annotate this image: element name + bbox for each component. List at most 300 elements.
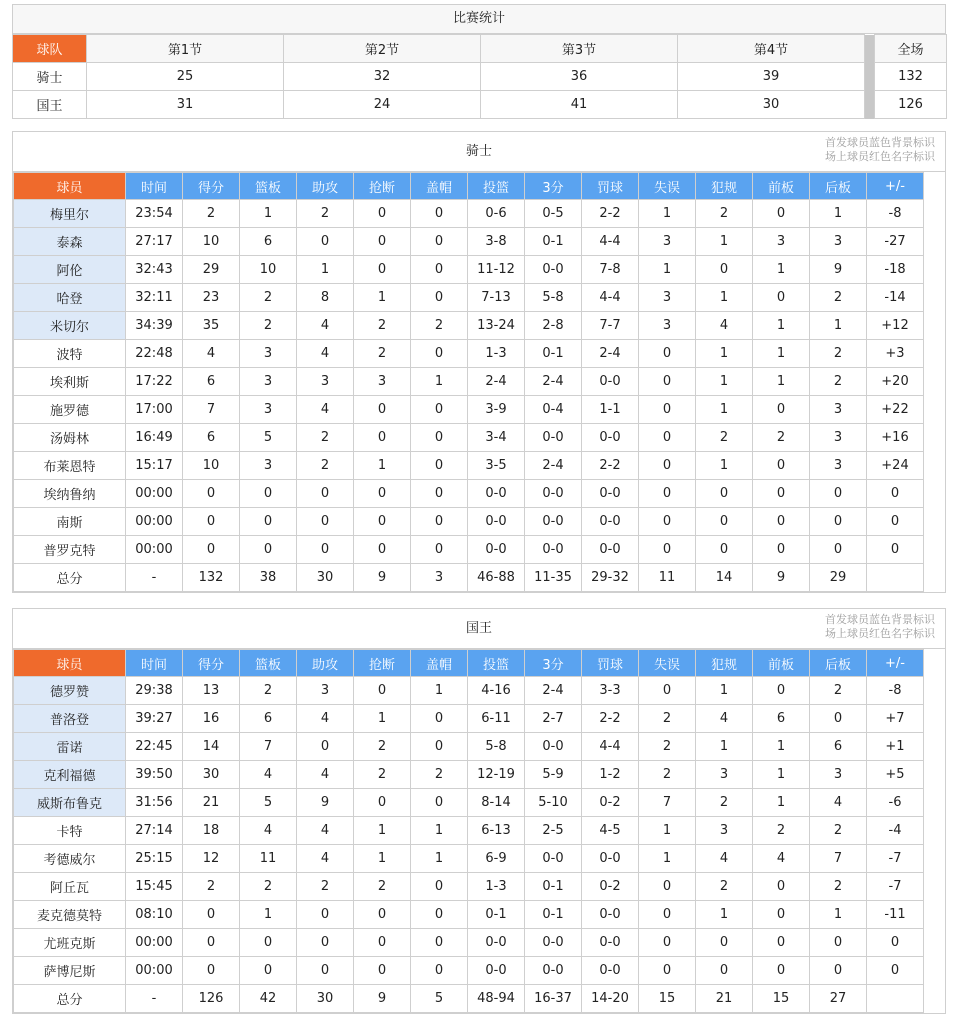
player-name: 汤姆林 xyxy=(14,424,126,452)
stat-assists: 4 xyxy=(297,396,354,424)
q1-score: 31 xyxy=(87,91,284,119)
total-assists: 30 xyxy=(297,985,354,1013)
stat-turnovers: 3 xyxy=(639,228,696,256)
stat-turnovers: 0 xyxy=(639,929,696,957)
stat-blocks: 0 xyxy=(411,929,468,957)
stat-off-reb: 3 xyxy=(753,228,810,256)
stat-fouls: 1 xyxy=(696,228,753,256)
stat-fouls: 0 xyxy=(696,536,753,564)
stat-plus-minus: -7 xyxy=(867,873,924,901)
stat-fouls: 2 xyxy=(696,424,753,452)
player-row xyxy=(14,452,924,480)
q2-score: 32 xyxy=(284,63,481,91)
stat-rebounds: 0 xyxy=(240,480,297,508)
stat-fouls: 1 xyxy=(696,733,753,761)
player-name: 克利福德 xyxy=(14,761,126,789)
stat-ft: 3-3 xyxy=(582,677,639,705)
stat-fg: 0-0 xyxy=(468,929,525,957)
total-off-reb: 15 xyxy=(753,985,810,1013)
player-name: 麦克德莫特 xyxy=(14,901,126,929)
stat-blocks: 0 xyxy=(411,228,468,256)
stat-assists: 0 xyxy=(297,480,354,508)
plus-minus-header: +/- xyxy=(867,650,924,677)
player-name: 梅里尔 xyxy=(14,200,126,228)
stat-three-pt: 0-0 xyxy=(525,256,582,284)
stat-turnovers: 0 xyxy=(639,677,696,705)
stat-three-pt: 0-4 xyxy=(525,396,582,424)
def-reb-header: 后板 xyxy=(810,173,867,200)
stat-blocks: 0 xyxy=(411,256,468,284)
stat-blocks: 0 xyxy=(411,901,468,929)
stat-fg: 6-9 xyxy=(468,845,525,873)
fouls-header: 犯规 xyxy=(696,173,753,200)
q2-header: 第2节 xyxy=(284,35,481,63)
stat-ft: 0-0 xyxy=(582,536,639,564)
stat-blocks: 0 xyxy=(411,873,468,901)
total-assists: 30 xyxy=(297,564,354,592)
stat-off-reb: 0 xyxy=(753,200,810,228)
stat-turnovers: 0 xyxy=(639,480,696,508)
stat-assists: 3 xyxy=(297,368,354,396)
stat-time: 27:17 xyxy=(126,228,183,256)
stat-turnovers: 1 xyxy=(639,200,696,228)
steals-header: 抢断 xyxy=(354,650,411,677)
stat-header-row xyxy=(14,173,924,200)
stat-blocks: 2 xyxy=(411,761,468,789)
q3-score: 36 xyxy=(481,63,678,91)
stat-assists: 4 xyxy=(297,705,354,733)
stat-ft: 0-0 xyxy=(582,424,639,452)
stat-plus-minus: 0 xyxy=(867,508,924,536)
stat-turnovers: 0 xyxy=(639,424,696,452)
stat-rebounds: 0 xyxy=(240,929,297,957)
stat-plus-minus: 0 xyxy=(867,929,924,957)
player-row xyxy=(14,340,924,368)
stat-blocks: 0 xyxy=(411,340,468,368)
stat-fouls: 3 xyxy=(696,817,753,845)
stat-def-reb: 7 xyxy=(810,845,867,873)
player-name: 施罗德 xyxy=(14,396,126,424)
stat-time: 29:38 xyxy=(126,677,183,705)
player-name: 米切尔 xyxy=(14,312,126,340)
stat-points: 0 xyxy=(183,480,240,508)
stat-fg: 7-13 xyxy=(468,284,525,312)
stat-off-reb: 1 xyxy=(753,733,810,761)
stat-rebounds: 3 xyxy=(240,368,297,396)
stat-plus-minus: +3 xyxy=(867,340,924,368)
player-name: 普罗克特 xyxy=(14,536,126,564)
stat-rebounds: 1 xyxy=(240,901,297,929)
stat-points: 35 xyxy=(183,312,240,340)
stat-blocks: 0 xyxy=(411,424,468,452)
stat-three-pt: 5-8 xyxy=(525,284,582,312)
column-gap xyxy=(865,91,875,119)
player-name: 普洛登 xyxy=(14,705,126,733)
stat-steals: 2 xyxy=(354,312,411,340)
blocks-header: 盖帽 xyxy=(411,173,468,200)
stat-turnovers: 0 xyxy=(639,508,696,536)
stat-assists: 0 xyxy=(297,508,354,536)
player-row xyxy=(14,789,924,817)
stat-blocks: 0 xyxy=(411,508,468,536)
stat-time: 32:11 xyxy=(126,284,183,312)
legend-note xyxy=(825,136,935,164)
rebounds-header: 篮板 xyxy=(240,173,297,200)
stat-assists: 4 xyxy=(297,761,354,789)
player-row xyxy=(14,480,924,508)
stat-blocks: 0 xyxy=(411,705,468,733)
def-reb-header: 后板 xyxy=(810,650,867,677)
stat-fg: 12-19 xyxy=(468,761,525,789)
player-name: 泰森 xyxy=(14,228,126,256)
stat-rebounds: 5 xyxy=(240,789,297,817)
total-score: 132 xyxy=(875,63,947,91)
stat-fouls: 4 xyxy=(696,705,753,733)
stat-def-reb: 0 xyxy=(810,705,867,733)
stat-assists: 0 xyxy=(297,957,354,985)
stat-time: 00:00 xyxy=(126,536,183,564)
stat-rebounds: 3 xyxy=(240,396,297,424)
stat-time: 08:10 xyxy=(126,901,183,929)
stat-fg: 6-11 xyxy=(468,705,525,733)
stat-assists: 4 xyxy=(297,845,354,873)
stat-fouls: 2 xyxy=(696,873,753,901)
player-row xyxy=(14,929,924,957)
stat-steals: 0 xyxy=(354,424,411,452)
stat-ft: 1-1 xyxy=(582,396,639,424)
stat-points: 30 xyxy=(183,761,240,789)
stat-rebounds: 0 xyxy=(240,508,297,536)
stat-plus-minus: -8 xyxy=(867,200,924,228)
stat-fg: 8-14 xyxy=(468,789,525,817)
stat-ft: 0-0 xyxy=(582,480,639,508)
q4-score: 39 xyxy=(678,63,865,91)
stat-def-reb: 0 xyxy=(810,957,867,985)
player-row xyxy=(14,368,924,396)
stat-steals: 0 xyxy=(354,228,411,256)
player-row xyxy=(14,200,924,228)
stat-turnovers: 0 xyxy=(639,396,696,424)
stat-off-reb: 0 xyxy=(753,873,810,901)
total-blocks: 3 xyxy=(411,564,468,592)
total-score: 126 xyxy=(875,91,947,119)
stat-assists: 9 xyxy=(297,789,354,817)
stat-fg: 4-16 xyxy=(468,677,525,705)
stat-assists: 4 xyxy=(297,817,354,845)
stat-ft: 4-4 xyxy=(582,284,639,312)
stat-blocks: 0 xyxy=(411,200,468,228)
quarter-score-table xyxy=(12,34,947,119)
stat-time: 00:00 xyxy=(126,480,183,508)
total-steals: 9 xyxy=(354,985,411,1013)
stat-fouls: 3 xyxy=(696,761,753,789)
stat-turnovers: 3 xyxy=(639,284,696,312)
stat-three-pt: 2-4 xyxy=(525,452,582,480)
stat-off-reb: 0 xyxy=(753,957,810,985)
stat-fg: 3-4 xyxy=(468,424,525,452)
stat-def-reb: 2 xyxy=(810,368,867,396)
stat-plus-minus: +12 xyxy=(867,312,924,340)
stat-plus-minus: -18 xyxy=(867,256,924,284)
stat-steals: 0 xyxy=(354,789,411,817)
total-time: - xyxy=(126,985,183,1013)
stat-blocks: 2 xyxy=(411,312,468,340)
stat-fg: 11-12 xyxy=(468,256,525,284)
stat-plus-minus: -6 xyxy=(867,789,924,817)
stat-steals: 0 xyxy=(354,256,411,284)
total-plus-minus xyxy=(867,985,924,1013)
player-name: 布莱恩特 xyxy=(14,452,126,480)
legend-note-starter: 首发球员蓝色背景标识 xyxy=(825,613,935,626)
total-time: - xyxy=(126,564,183,592)
stat-steals: 0 xyxy=(354,901,411,929)
stat-off-reb: 4 xyxy=(753,845,810,873)
stat-fg: 0-1 xyxy=(468,901,525,929)
team-stats-section xyxy=(12,131,946,593)
stat-ft: 2-4 xyxy=(582,340,639,368)
legend-note-starter: 首发球员蓝色背景标识 xyxy=(825,136,935,149)
stat-off-reb: 0 xyxy=(753,396,810,424)
stat-off-reb: 1 xyxy=(753,340,810,368)
stat-ft: 2-2 xyxy=(582,200,639,228)
stat-blocks: 0 xyxy=(411,452,468,480)
stat-fouls: 0 xyxy=(696,480,753,508)
stat-off-reb: 1 xyxy=(753,256,810,284)
time-header: 时间 xyxy=(126,650,183,677)
stat-fouls: 1 xyxy=(696,340,753,368)
stat-ft: 4-4 xyxy=(582,228,639,256)
player-header: 球员 xyxy=(14,650,126,677)
stat-ft: 0-0 xyxy=(582,957,639,985)
q2-score: 24 xyxy=(284,91,481,119)
column-gap xyxy=(865,35,875,63)
stat-turnovers: 2 xyxy=(639,761,696,789)
stat-points: 6 xyxy=(183,368,240,396)
stat-off-reb: 6 xyxy=(753,705,810,733)
total-rebounds: 38 xyxy=(240,564,297,592)
stat-fg: 1-3 xyxy=(468,340,525,368)
stat-three-pt: 2-4 xyxy=(525,368,582,396)
stat-turnovers: 1 xyxy=(639,845,696,873)
stat-ft: 7-7 xyxy=(582,312,639,340)
stat-turnovers: 1 xyxy=(639,256,696,284)
team-stats-section xyxy=(12,608,946,1014)
stat-assists: 1 xyxy=(297,256,354,284)
stat-rebounds: 11 xyxy=(240,845,297,873)
stat-points: 29 xyxy=(183,256,240,284)
stat-fg: 0-0 xyxy=(468,480,525,508)
total-points: 126 xyxy=(183,985,240,1013)
player-row xyxy=(14,705,924,733)
stat-points: 0 xyxy=(183,508,240,536)
stat-turnovers: 2 xyxy=(639,733,696,761)
stat-def-reb: 1 xyxy=(810,200,867,228)
player-name: 埃利斯 xyxy=(14,368,126,396)
plus-minus-header: +/- xyxy=(867,173,924,200)
off-reb-header: 前板 xyxy=(753,650,810,677)
stat-three-pt: 5-10 xyxy=(525,789,582,817)
stat-points: 0 xyxy=(183,957,240,985)
stat-turnovers: 0 xyxy=(639,340,696,368)
stat-fg: 6-13 xyxy=(468,817,525,845)
stat-def-reb: 3 xyxy=(810,228,867,256)
stat-points: 12 xyxy=(183,845,240,873)
total-fg: 46-88 xyxy=(468,564,525,592)
total-three-pt: 16-37 xyxy=(525,985,582,1013)
stat-ft: 0-0 xyxy=(582,368,639,396)
column-gap xyxy=(865,63,875,91)
stat-steals: 1 xyxy=(354,845,411,873)
stat-points: 4 xyxy=(183,340,240,368)
stat-ft: 2-2 xyxy=(582,452,639,480)
stat-plus-minus: +24 xyxy=(867,452,924,480)
stat-fg: 13-24 xyxy=(468,312,525,340)
stat-assists: 2 xyxy=(297,452,354,480)
stat-off-reb: 0 xyxy=(753,536,810,564)
stat-points: 13 xyxy=(183,677,240,705)
stat-points: 0 xyxy=(183,536,240,564)
stat-turnovers: 7 xyxy=(639,789,696,817)
rebounds-header: 篮板 xyxy=(240,650,297,677)
stat-blocks: 0 xyxy=(411,396,468,424)
turnovers-header: 失误 xyxy=(639,650,696,677)
total-header: 全场 xyxy=(875,35,947,63)
stat-turnovers: 0 xyxy=(639,873,696,901)
player-row xyxy=(14,901,924,929)
stat-steals: 2 xyxy=(354,733,411,761)
player-name: 埃纳鲁纳 xyxy=(14,480,126,508)
stat-steals: 1 xyxy=(354,452,411,480)
player-row xyxy=(14,873,924,901)
stat-def-reb: 2 xyxy=(810,284,867,312)
stat-fouls: 4 xyxy=(696,845,753,873)
team-score-row xyxy=(13,63,947,91)
stat-def-reb: 2 xyxy=(810,677,867,705)
stat-time: 17:22 xyxy=(126,368,183,396)
stat-fouls: 0 xyxy=(696,508,753,536)
stat-points: 10 xyxy=(183,452,240,480)
stat-def-reb: 2 xyxy=(810,873,867,901)
stat-rebounds: 2 xyxy=(240,284,297,312)
stat-points: 23 xyxy=(183,284,240,312)
player-row xyxy=(14,817,924,845)
stat-steals: 0 xyxy=(354,957,411,985)
player-name: 波特 xyxy=(14,340,126,368)
stat-time: 27:14 xyxy=(126,817,183,845)
points-header: 得分 xyxy=(183,650,240,677)
stat-def-reb: 3 xyxy=(810,761,867,789)
total-ft: 14-20 xyxy=(582,985,639,1013)
off-reb-header: 前板 xyxy=(753,173,810,200)
stat-steals: 0 xyxy=(354,536,411,564)
stat-blocks: 0 xyxy=(411,284,468,312)
stat-ft: 0-2 xyxy=(582,873,639,901)
total-plus-minus xyxy=(867,564,924,592)
stat-steals: 2 xyxy=(354,761,411,789)
stat-rebounds: 7 xyxy=(240,733,297,761)
stat-rebounds: 2 xyxy=(240,873,297,901)
stat-three-pt: 0-0 xyxy=(525,845,582,873)
stat-plus-minus: +7 xyxy=(867,705,924,733)
player-name: 德罗赞 xyxy=(14,677,126,705)
stat-time: 23:54 xyxy=(126,200,183,228)
player-name: 南斯 xyxy=(14,508,126,536)
player-row xyxy=(14,677,924,705)
stat-time: 00:00 xyxy=(126,929,183,957)
stat-three-pt: 2-4 xyxy=(525,677,582,705)
stat-off-reb: 1 xyxy=(753,761,810,789)
stat-fouls: 1 xyxy=(696,368,753,396)
total-fouls: 21 xyxy=(696,985,753,1013)
player-row xyxy=(14,761,924,789)
stat-steals: 0 xyxy=(354,396,411,424)
stat-plus-minus: -7 xyxy=(867,845,924,873)
stat-turnovers: 0 xyxy=(639,901,696,929)
stat-fg: 3-9 xyxy=(468,396,525,424)
stat-turnovers: 1 xyxy=(639,817,696,845)
stat-fg: 0-0 xyxy=(468,957,525,985)
player-row xyxy=(14,284,924,312)
stat-points: 2 xyxy=(183,873,240,901)
stat-steals: 1 xyxy=(354,817,411,845)
stat-steals: 0 xyxy=(354,508,411,536)
player-row xyxy=(14,424,924,452)
player-row xyxy=(14,957,924,985)
team-section-header xyxy=(13,132,945,172)
stat-def-reb: 0 xyxy=(810,929,867,957)
stat-ft: 0-0 xyxy=(582,508,639,536)
player-stats-table xyxy=(13,172,924,592)
stat-fg: 3-8 xyxy=(468,228,525,256)
stat-off-reb: 1 xyxy=(753,789,810,817)
player-row xyxy=(14,396,924,424)
player-row xyxy=(14,256,924,284)
stat-three-pt: 0-0 xyxy=(525,536,582,564)
stat-rebounds: 0 xyxy=(240,536,297,564)
stat-ft: 0-0 xyxy=(582,901,639,929)
team-header: 球队 xyxy=(13,35,87,63)
stat-assists: 0 xyxy=(297,901,354,929)
quarter-header-row xyxy=(13,35,947,63)
legend-note xyxy=(825,613,935,641)
stat-def-reb: 6 xyxy=(810,733,867,761)
fg-header: 投篮 xyxy=(468,650,525,677)
stat-three-pt: 2-8 xyxy=(525,312,582,340)
stat-time: 15:45 xyxy=(126,873,183,901)
team-section-title: 骑士 xyxy=(465,144,492,159)
stat-def-reb: 0 xyxy=(810,536,867,564)
q1-score: 25 xyxy=(87,63,284,91)
stat-def-reb: 0 xyxy=(810,480,867,508)
player-row xyxy=(14,312,924,340)
stat-steals: 0 xyxy=(354,480,411,508)
stat-fouls: 1 xyxy=(696,901,753,929)
stat-time: 00:00 xyxy=(126,957,183,985)
stat-assists: 2 xyxy=(297,873,354,901)
stat-off-reb: 0 xyxy=(753,508,810,536)
fouls-header: 犯规 xyxy=(696,650,753,677)
stat-fouls: 4 xyxy=(696,312,753,340)
stat-steals: 1 xyxy=(354,705,411,733)
stat-steals: 2 xyxy=(354,873,411,901)
stat-time: 15:17 xyxy=(126,452,183,480)
total-fouls: 14 xyxy=(696,564,753,592)
stat-time: 32:43 xyxy=(126,256,183,284)
stat-rebounds: 6 xyxy=(240,705,297,733)
ft-header: 罚球 xyxy=(582,650,639,677)
stat-rebounds: 4 xyxy=(240,817,297,845)
total-ft: 29-32 xyxy=(582,564,639,592)
